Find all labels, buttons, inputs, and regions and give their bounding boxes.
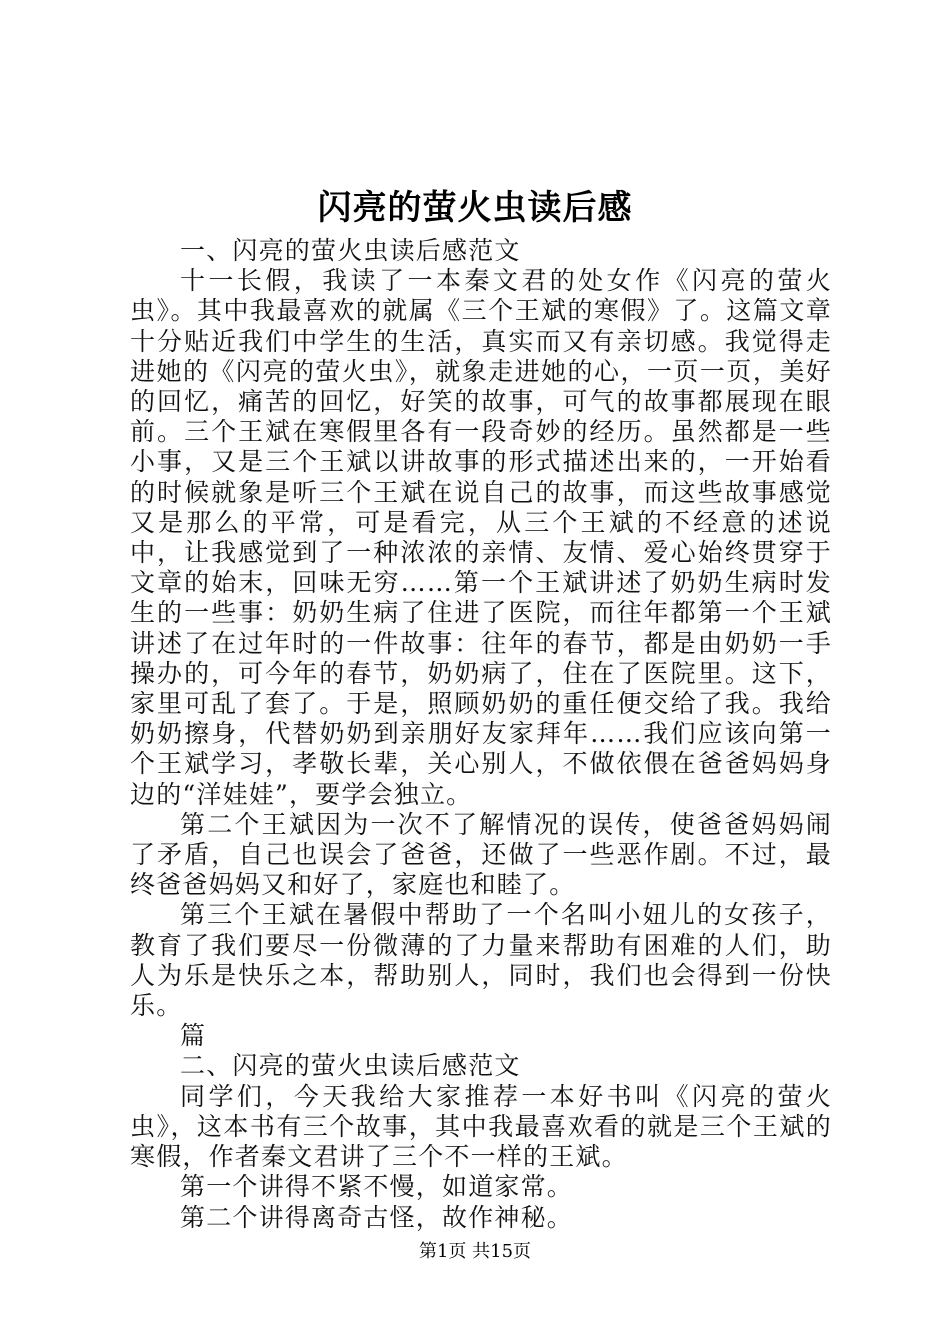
page-footer: 第1页 共15页 [418,1241,532,1262]
paragraph: 第二个王斌因为一次不了解情况的误传，使爸爸妈妈闹了矛盾，自己也误会了爸爸，还做了一些恶作剧。不过，最终爸爸妈妈又和好了，家庭也和睦了。 [130,809,832,900]
paragraph: 第三个王斌在暑假中帮助了一个名叫小妞儿的女孩子，教育了我们要尽一份微薄的了力量来帮助有困难的人们，助人为乐是快乐之本，帮助别人，同时，我们也会得到一份快乐。 [130,900,832,1021]
paragraph: 篇 [180,1021,207,1051]
paragraph: 十一长假，我读了一本秦文君的处女作《闪亮的萤火虫》。其中我最喜欢的就属《三个王斌的寒假》了。这篇文章十分贴近我们中学生的生活，真实而又有亲切感。我觉得走进她的《闪亮的萤火虫》，就象走进她的心，一页一页，美好的回忆，痛苦的回忆，好笑的故事，可气的故事都展现在眼前。三个王斌在寒假里各有一段奇妙的经历。虽然都是一些小事，又是三个王斌以讲故事的形式描述出来的，一开始看的时候就象是听三个王斌在说自己的故事，而这些故事感觉又是那么的平常，可是看完，从三个王斌的不经意的述说中，让我感觉到了一种浓浓的亲情、友情、爱心始终贯穿于文章的始末，回味无穷……第一个王斌讲述了奶奶生病时发生的一些事：奶奶生病了住进了医院，而往年都第一个王斌讲述了在过年时的一件故事：往年的春节，都是由奶奶一手操办的，可今年的春节，奶奶病了，住在了医院里。这下，家里可乱了套了。于是，照顾奶奶的重任便交给了我。我给奶奶擦身，代替奶奶到亲朋好友家拜年……我们应该向第一个王斌学习，孝敬长辈，关心别人，不做依偎在爸爸妈妈身边的“洋娃娃”，要学会独立。 [130,266,832,809]
paragraph: 同学们，今天我给大家推荐一本好书叫《闪亮的萤火虫》，这本书有三个故事，其中我最喜欢看的就是三个王斌的寒假，作者秦文君讲了三个不一样的王斌。 [130,1081,832,1172]
paragraph: 第二个讲得离奇古怪，故作神秘。 [180,1202,574,1232]
section-heading-1: 一、闪亮的萤火虫读后感范文 [180,236,521,265]
paragraph: 第一个讲得不紧不慢，如道家常。 [180,1172,574,1202]
document-body [130,236,832,1233]
section-heading-2: 二、闪亮的萤火虫读后感范文 [180,1051,521,1081]
document-title: 闪亮的萤火虫读后感 [317,188,633,228]
